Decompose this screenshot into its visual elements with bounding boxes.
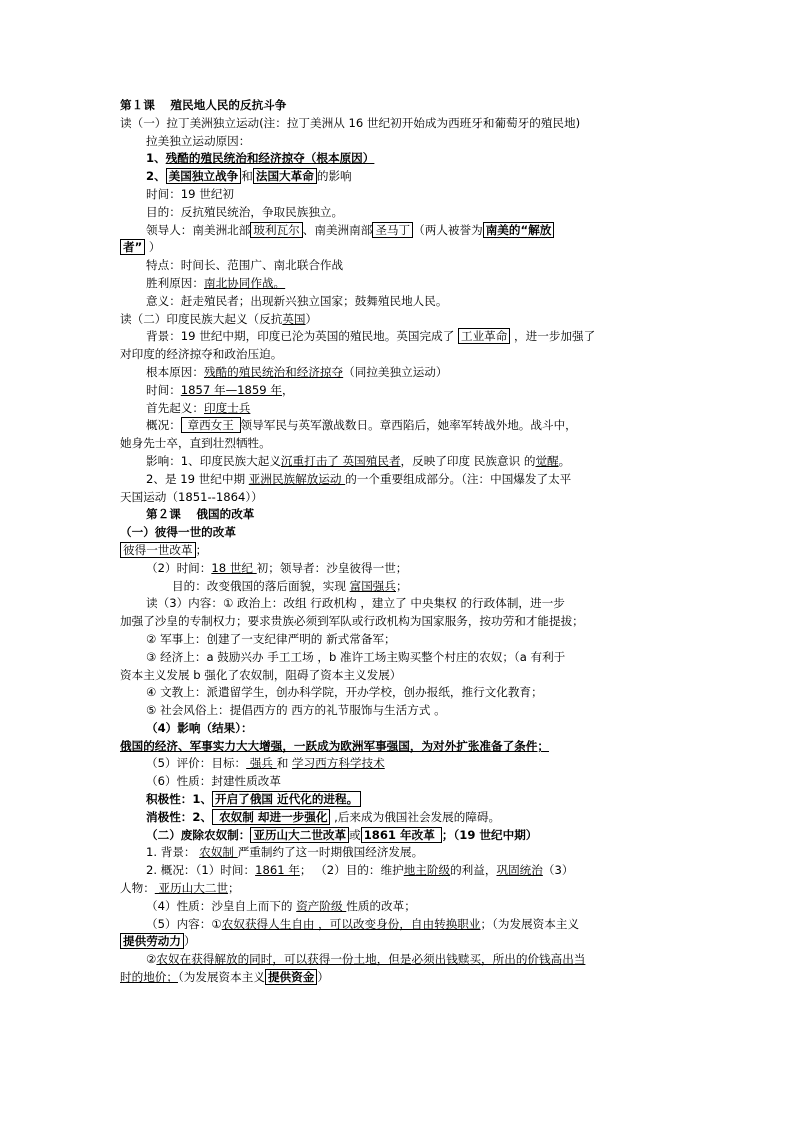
text-run: 和 — [276, 756, 292, 771]
text-run: 读（二）印度民族大起义（反抗 — [120, 311, 283, 326]
text-line — [120, 702, 680, 720]
text-line — [120, 97, 680, 115]
boxed-keyword: 者” — [120, 239, 145, 255]
underlined-text: 农奴获得人生自由 ，可以改变身份，自由转换职业 — [221, 916, 481, 931]
underlined-text: 印度士兵 — [203, 400, 251, 415]
text-run: （二）废除农奴制： — [146, 827, 251, 842]
text-run: ③ 经济上：a 鼓励兴办 手工工场 ，b 准许工场主购买整个村庄的农奴；（a 有利于 — [146, 649, 566, 664]
text-run: （2）时间： — [146, 560, 212, 575]
text-line — [120, 150, 680, 168]
text-run: 目的：反抗殖民统治，争取民族独立。 — [146, 204, 344, 219]
boxed-keyword: 法国大革命 — [253, 168, 317, 184]
text-line — [120, 311, 680, 329]
text-line — [120, 880, 680, 898]
underlined-text: 亚历山大二世 — [154, 881, 229, 896]
text-line — [120, 951, 680, 969]
text-line — [120, 595, 680, 613]
text-line — [120, 222, 680, 240]
text-line — [120, 239, 680, 257]
text-run: ， — [281, 382, 294, 397]
text-run: （4）影响（结果）： — [146, 720, 253, 735]
text-line — [120, 898, 680, 916]
boxed-keyword: 南美的“解放 — [483, 222, 555, 238]
text-run: 性质的改革； — [346, 898, 416, 913]
text-run: （3） — [542, 863, 574, 878]
text-run: 初；领导者：沙皇彼得一世； — [256, 560, 408, 575]
text-run: 读（3）内容：① 政治上：改组 行政机构 ，建立了 中央集权 的行政体制，进一步 — [146, 596, 565, 611]
boxed-keyword: 1861 年改革 — [361, 827, 442, 843]
text-line — [120, 773, 680, 791]
underlined-text: 农奴在获得解放的同时，可以获得一份土地，但是必须出钱赎买，所出的价钱高出当 — [156, 952, 586, 967]
underlined-text: 南北协同作战。 — [203, 275, 286, 290]
text-run: 2. 概况：（1）时间： — [146, 863, 256, 878]
boxed-keyword: 玻利瓦尔 — [250, 222, 302, 238]
underlined-text: 亚洲民族解放运动 — [248, 471, 346, 486]
underlined-text: 1861 年 — [255, 863, 300, 878]
text-run: 或 — [349, 827, 361, 842]
document-page — [120, 97, 680, 987]
text-run: 人物： — [120, 881, 155, 896]
text-run: 消极性：2、 — [146, 809, 213, 824]
text-run: （两人被誉为 — [413, 222, 483, 237]
text-run: 2、 — [146, 169, 166, 184]
underlined-text: 残酷的殖民统治和经济掠夺 — [203, 364, 344, 379]
text-line — [120, 613, 680, 631]
underlined-text: 农奴制 — [199, 845, 238, 860]
text-run: ； — [228, 881, 240, 896]
text-line — [120, 684, 680, 702]
text-line — [120, 649, 680, 667]
underlined-text: 18 世纪 — [211, 560, 257, 575]
underlined-text: 沉重打击了 英国殖民者 — [280, 453, 401, 468]
text-run: ） — [305, 311, 318, 326]
text-line — [120, 346, 680, 364]
boxed-keyword: 亚历山大二世改革 — [250, 827, 349, 843]
text-line — [120, 275, 680, 293]
boxed-keyword: 开启了俄国 近代化的进程。 — [212, 791, 361, 807]
underlined-text: 俄国的经济、军事实力大大增强，一跃成为欧洲军事强国，为对外扩张准备了条件； — [120, 738, 549, 753]
text-line — [120, 400, 680, 418]
text-run: （5）评价：目标： — [146, 756, 247, 771]
text-line — [120, 738, 680, 756]
text-run: 的影响 — [316, 169, 352, 184]
text-run: 第２课 俄国的改革 — [146, 507, 255, 522]
text-line — [120, 933, 680, 951]
boxed-keyword: 农奴制 却进一步强化 — [212, 809, 330, 825]
underlined-text: 富国强兵 — [349, 578, 396, 593]
text-run: 第１课 殖民地人民的反抗斗争 — [120, 98, 287, 112]
text-run: 背景：19 世纪中期，印度已沦为英国的殖民地。英国完成了 — [146, 329, 458, 344]
text-line — [120, 186, 680, 204]
text-line — [120, 168, 680, 186]
text-run: ； （2）目的：维护 — [299, 863, 404, 878]
text-run: ⑤ 社会风俗上：提倡西方的 西方的礼节服饰与生活方式 。 — [146, 703, 446, 718]
text-line — [120, 560, 680, 578]
underlined-text: 残酷的殖民统治和经济掠夺（根本原因） — [165, 151, 375, 166]
boxed-keyword: 圣马丁 — [372, 222, 413, 238]
text-run: ，反映了印度 民族意识 的 — [400, 453, 536, 468]
text-run: ；（为发展资本主义 — [480, 916, 580, 931]
text-line — [120, 969, 680, 987]
boxed-keyword: 工业革命 — [458, 328, 510, 344]
text-run: 领导人：南美洲北部 — [146, 222, 251, 237]
text-run: ） — [183, 934, 196, 949]
text-run: 读（一）拉丁美洲独立运动(注：拉丁美洲从 16 世纪初开始成为西班牙和葡萄牙的殖民地) — [120, 115, 581, 130]
text-run: （4）性质：沙皇自上而下的 — [146, 898, 297, 913]
text-run: 的利益， — [450, 863, 497, 878]
text-run: 加强了沙皇的专制权力；要求贵族必须到军队或行政机构为国家服务，按功劳和才能提拔； — [120, 614, 584, 629]
text-run: 概况： — [146, 418, 181, 433]
text-line — [120, 115, 680, 133]
text-line — [120, 631, 680, 649]
text-line — [120, 916, 680, 934]
text-run: 和 — [241, 169, 253, 184]
text-run: 对印度的经济掠夺和政治压迫。 — [120, 347, 283, 362]
text-line — [120, 471, 680, 489]
text-run: 1. 背景： — [146, 845, 200, 860]
text-run: ； — [195, 542, 208, 557]
text-run: 特点：时间长、范围广、南北联合作战 — [146, 258, 344, 273]
text-line — [120, 720, 680, 738]
text-line — [120, 542, 680, 560]
text-line — [120, 453, 680, 471]
text-run: 胜利原因： — [146, 275, 204, 290]
text-run: 意义：赶走殖民者；出现新兴独立国家；鼓舞殖民地人民。 — [146, 293, 448, 308]
text-run: ② — [146, 952, 157, 967]
text-run: ） — [145, 240, 161, 255]
text-run: 天国运动（1851--1864）） — [120, 489, 263, 504]
text-run: （同拉美独立运动） — [343, 364, 448, 379]
text-line — [120, 364, 680, 382]
text-line — [120, 667, 680, 685]
underlined-text: 1857 年—1859 年 — [180, 382, 282, 397]
text-run: 的一个重要组成部分。（注：中国爆发了太平 — [345, 471, 572, 486]
text-run: 根本原因： — [146, 364, 204, 379]
text-run: 时间：19 世纪初 — [146, 186, 235, 201]
text-line — [120, 791, 680, 809]
text-run: ； — [395, 578, 408, 593]
text-run: （6）性质：封建性质改革 — [146, 774, 281, 789]
text-line — [120, 489, 680, 507]
text-line — [120, 257, 680, 275]
text-line — [120, 382, 680, 400]
text-run: 时间： — [146, 382, 181, 397]
underlined-text: 强兵 — [246, 756, 277, 771]
underlined-text: 英国 — [282, 311, 306, 326]
text-run: ，进一步加强了 — [510, 329, 596, 344]
boxed-keyword: 美国独立战争 — [166, 168, 242, 184]
text-run: 领导军民与英军激战数日。章西陷后，她率军转战外地。战斗中， — [240, 418, 577, 433]
text-line — [120, 755, 680, 773]
text-line — [120, 133, 680, 151]
underlined-text: 时的地价； — [120, 970, 178, 985]
text-line — [120, 844, 680, 862]
text-run: ） — [317, 970, 329, 985]
text-run: ,后来成为俄国社会发展的障碍。 — [330, 809, 501, 824]
underlined-text: 巩固统治 — [496, 863, 543, 878]
underlined-text: 学习西方科学技术 — [291, 756, 385, 771]
text-line — [120, 809, 680, 827]
text-line — [120, 524, 680, 542]
text-line — [120, 293, 680, 311]
text-run: ；（19 世纪中期） — [441, 827, 538, 842]
underlined-text: 地主阶级 — [403, 863, 451, 878]
text-line — [120, 827, 680, 845]
text-run: 1、 — [146, 151, 166, 166]
text-line — [120, 862, 680, 880]
text-run: 。 — [558, 453, 571, 468]
text-run: 影响：1、印度民族大起义 — [146, 453, 281, 468]
text-run: 首先起义： — [146, 400, 204, 415]
text-run: 资本主义发展 b 强化了农奴制，阻碍了资本主义发展） — [120, 667, 402, 682]
text-run: 严重制约了这一时期俄国经济发展。 — [237, 845, 424, 860]
boxed-keyword: 彼得一世改革 — [120, 542, 196, 558]
boxed-keyword: 章西女王 — [181, 417, 241, 433]
text-line — [120, 328, 680, 346]
text-run: （一）彼得一世的改革 — [120, 525, 236, 540]
boxed-keyword: 提供劳动力 — [120, 933, 184, 949]
text-run: 她身先士卒，直到壮烈牺牲。 — [120, 436, 271, 451]
text-line — [120, 578, 680, 596]
text-run: 2、是 19 世纪中期 — [146, 471, 249, 486]
text-line — [120, 417, 680, 435]
text-run: ④ 文教上：派遣留学生，创办科学院，开办学校，创办报纸，推行文化教育； — [146, 685, 543, 700]
text-run: 积极性：1、 — [146, 792, 213, 807]
text-run: 目的：改变俄国的落后面貌，实现 — [172, 578, 350, 593]
boxed-keyword: 提供资金 — [265, 969, 317, 985]
text-run: ② 军事上：创建了一支纪律严明的 新式常备军； — [146, 631, 396, 646]
text-line — [120, 506, 680, 524]
text-run: 、南美洲南部 — [302, 222, 373, 237]
text-run: （为发展资本主义 — [177, 970, 265, 985]
text-run: （5）内容：① — [146, 916, 222, 931]
text-line — [120, 204, 680, 222]
text-line — [120, 435, 680, 453]
underlined-text: 觉醒 — [535, 453, 559, 468]
underlined-text: 资产阶级 — [296, 898, 347, 913]
text-run: 拉美独立运动原因： — [146, 133, 251, 148]
